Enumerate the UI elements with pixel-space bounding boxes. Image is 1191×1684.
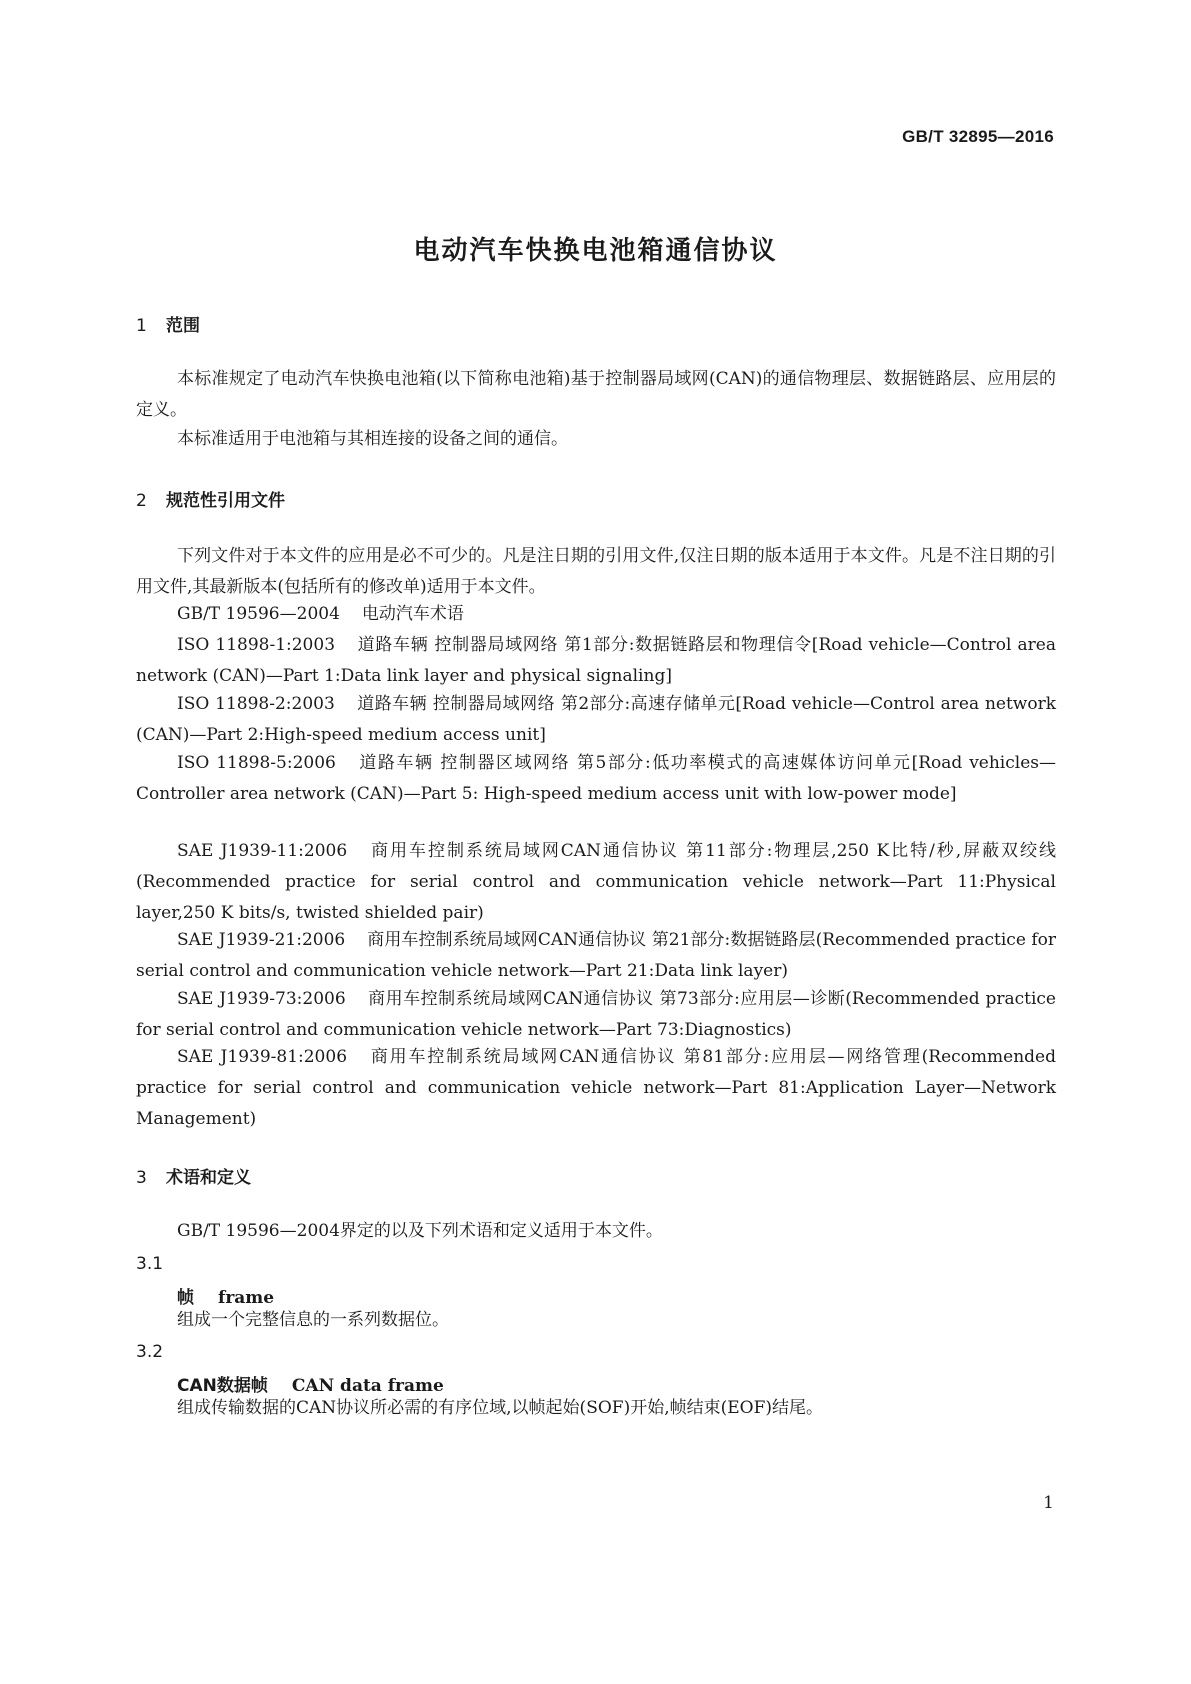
document-title: 电动汽车快换电池箱通信协议 xyxy=(413,236,778,266)
section-2-heading xyxy=(136,486,285,511)
scope-paragraph-2: 本标准适用于电池箱与其相连接的设备之间的通信。 xyxy=(177,429,568,449)
term-en: CAN data frame xyxy=(291,1376,444,1396)
term-definition: 组成传输数据的CAN协议所必需的有序位域,以帧起始(SOF)开始,帧结束(EOF)结尾。 xyxy=(177,1398,824,1418)
reference-item xyxy=(136,1042,1056,1135)
reference-item xyxy=(136,689,1056,751)
reference-item xyxy=(136,925,1056,987)
reference-item xyxy=(136,836,1056,929)
reference-text: 电动汽车术语 xyxy=(361,604,464,624)
reference-text: 道路车辆 控制器区域网络 第5部分:低功率模式的高速媒体访问单元[Road vehicles—Controller area network (CAN)—Part 5: High-speed medium access unit with low-power mode] xyxy=(136,753,1056,804)
reference-code: SAE J1939-21:2006 xyxy=(177,930,346,950)
section-number: 3 xyxy=(136,1168,147,1188)
reference-item xyxy=(136,599,1056,630)
reference-code: SAE J1939-73:2006 xyxy=(177,989,346,1009)
section-title: 术语和定义 xyxy=(166,1168,251,1188)
section-title: 规范性引用文件 xyxy=(166,491,285,511)
section-number: 2 xyxy=(136,491,147,511)
reference-code: ISO 11898-5:2006 xyxy=(177,753,336,773)
scope-paragraph-1: 本标准规定了电动汽车快换电池箱(以下简称电池箱)基于控制器局域网(CAN)的通信物理层、数据链路层、应用层的定义。 xyxy=(136,369,1056,420)
reference-text: 道路车辆 控制器局域网络 第1部分:数据链路层和物理信令[Road vehicle—Control area network (CAN)—Part 1:Data link layer and physical signaling] xyxy=(136,635,1056,686)
term-number: 3.2 xyxy=(136,1342,164,1362)
terms-intro: GB/T 19596—2004界定的以及下列术语和定义适用于本文件。 xyxy=(177,1221,663,1241)
term-zh: CAN数据帧 xyxy=(177,1376,268,1396)
reference-item xyxy=(136,984,1056,1046)
reference-code: ISO 11898-2:2003 xyxy=(177,694,335,714)
term-definition: 组成一个完整信息的一系列数据位。 xyxy=(177,1310,449,1330)
section-1-heading xyxy=(136,311,200,336)
section-title: 范围 xyxy=(166,316,200,336)
reference-text: 商用车控制系统局域网CAN通信协议 第11部分:物理层,250 K比特/秒,屏蔽双绞线(Recommended practice for serial control and communication vehicle network—Part 11:Physical layer,250 K bits/s, twisted shielded pair) xyxy=(136,841,1056,923)
standard-code: GB/T 32895—2016 xyxy=(902,127,1054,146)
reference-code: SAE J1939-81:2006 xyxy=(177,1047,348,1067)
reference-text: 商用车控制系统局域网CAN通信协议 第73部分:应用层—诊断(Recommended practice for serial control and communication vehicle network—Part 73:Diagnostics) xyxy=(136,989,1056,1040)
reference-item xyxy=(136,630,1056,692)
reference-text: 商用车控制系统局域网CAN通信协议 第81部分:应用层—网络管理(Recommended practice for serial control and communication vehicle network—Part 81:Application Layer—Network Management) xyxy=(136,1047,1056,1129)
reference-code: ISO 11898-1:2003 xyxy=(177,635,336,655)
reference-code: GB/T 19596—2004 xyxy=(177,604,340,624)
section-3-heading xyxy=(136,1163,251,1188)
term-zh: 帧 xyxy=(177,1288,194,1308)
reference-text: 商用车控制系统局域网CAN通信协议 第21部分:数据链路层(Recommended practice for serial control and communication vehicle network—Part 21:Data link layer) xyxy=(136,930,1056,981)
reference-code: SAE J1939-11:2006 xyxy=(177,841,348,861)
reference-text: 道路车辆 控制器局域网络 第2部分:高速存储单元[Road vehicle—Control area network (CAN)—Part 2:High-speed medium access unit] xyxy=(136,694,1056,745)
term-en: frame xyxy=(218,1288,275,1308)
reference-item xyxy=(136,748,1056,810)
section-number: 1 xyxy=(136,316,147,336)
term-number: 3.1 xyxy=(136,1254,164,1274)
page-number: 1 xyxy=(1043,1493,1054,1513)
normative-intro: 下列文件对于本文件的应用是必不可少的。凡是注日期的引用文件,仅注日期的版本适用于本文件。凡是不注日期的引用文件,其最新版本(包括所有的修改单)适用于本文件。 xyxy=(136,546,1056,597)
